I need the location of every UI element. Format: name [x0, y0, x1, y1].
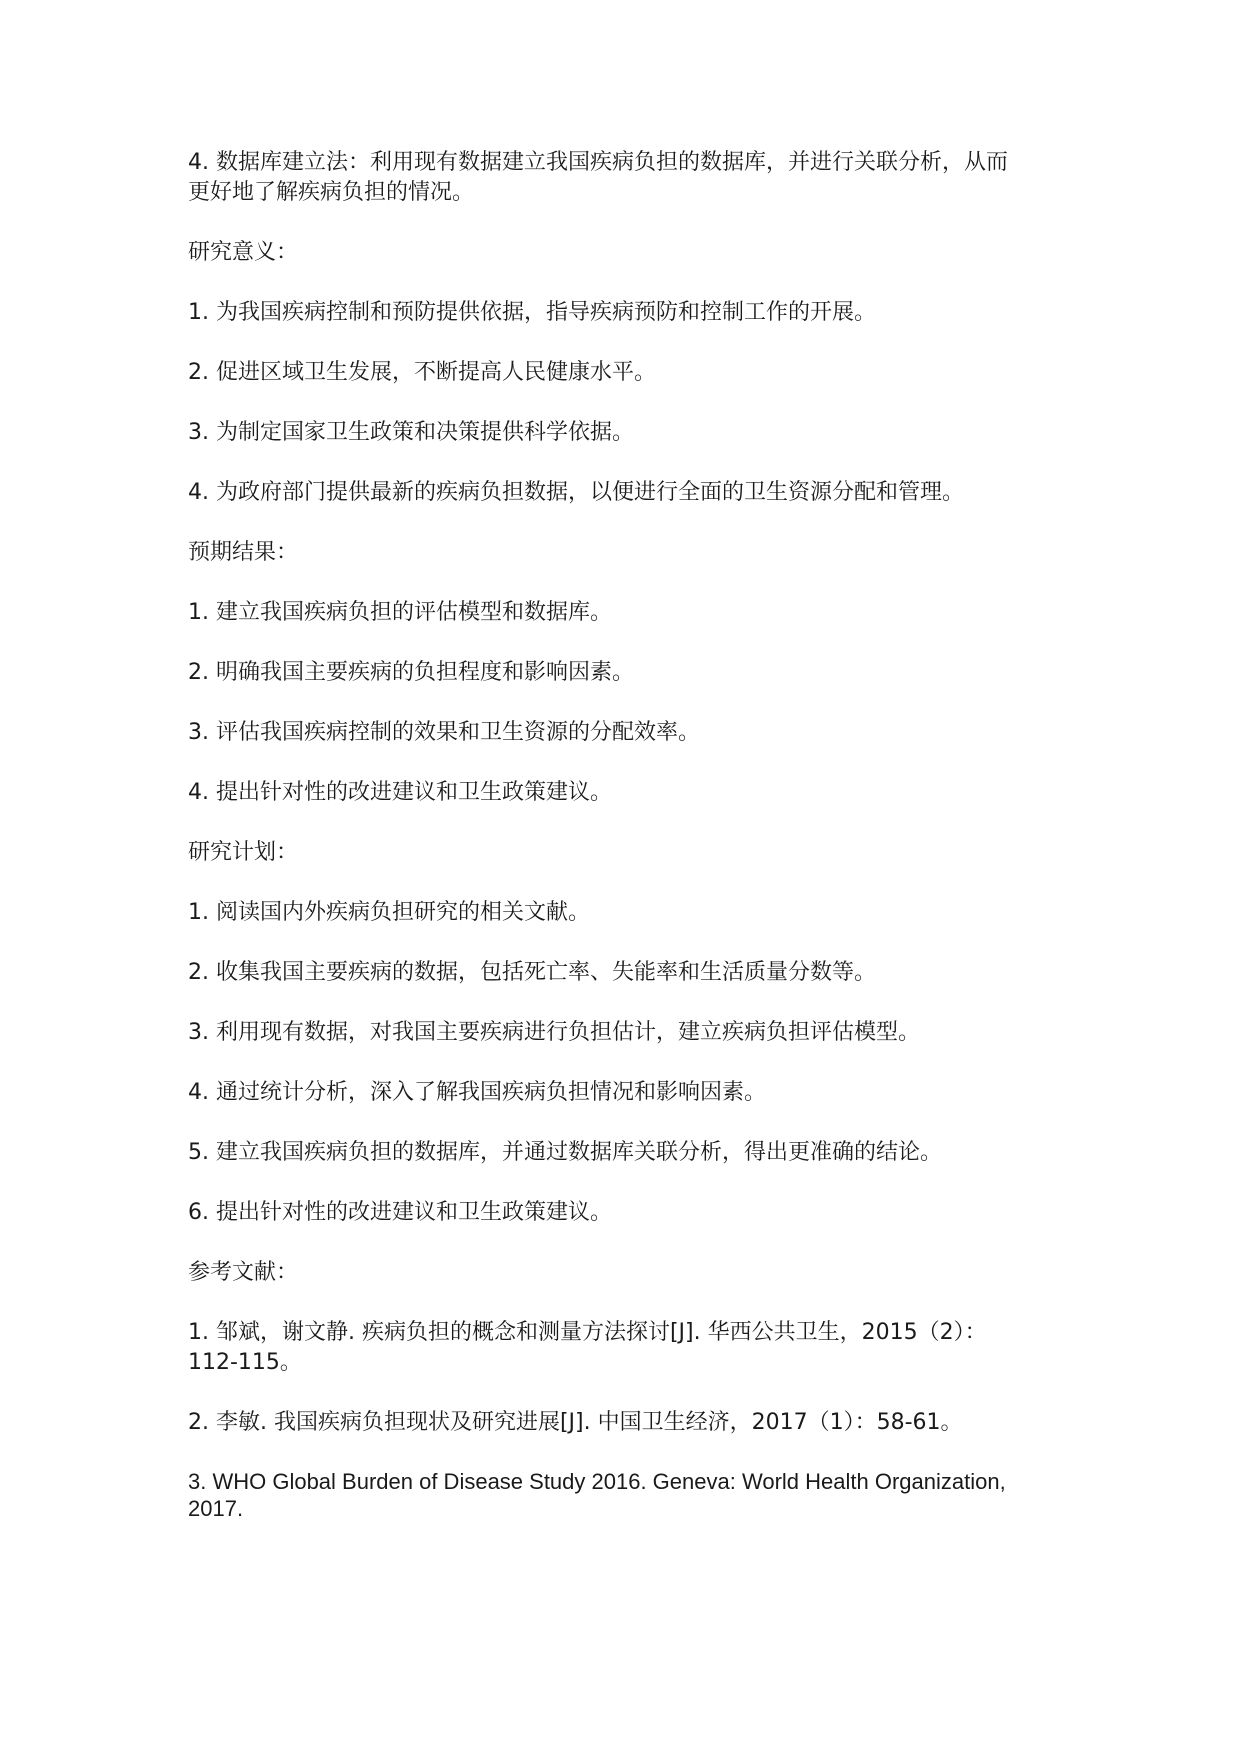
significance-item: 1. 为我国疾病控制和预防提供依据，指导疾病预防和控制工作的开展。	[188, 300, 876, 325]
reference-item-2: 2. 李敏. 我国疾病负担现状及研究进展[J]. 中国卫生经济，2017（1）：58-61。	[188, 1410, 963, 1435]
reference-item-1	[188, 1318, 1068, 1378]
method-item-4-line-2: 更好地了解疾病负担的情况。	[188, 180, 475, 205]
expected-result-item: 1. 建立我国疾病负担的评估模型和数据库。	[188, 600, 612, 625]
significance-item: 3. 为制定国家卫生政策和决策提供科学依据。	[188, 420, 634, 445]
significance-item: 4. 为政府部门提供最新的疾病负担数据，以便进行全面的卫生资源分配和管理。	[188, 480, 964, 505]
research-plan-item: 6. 提出针对性的改进建议和卫生政策建议。	[188, 1200, 612, 1225]
reference-3-line-2: 2017.	[188, 1496, 244, 1521]
significance-heading: 研究意义：	[188, 240, 299, 265]
expected-result-item: 4. 提出针对性的改进建议和卫生政策建议。	[188, 780, 612, 805]
significance-item: 2. 促进区域卫生发展，不断提高人民健康水平。	[188, 360, 656, 385]
reference-1-line-1: 1. 邹斌，谢文静. 疾病负担的概念和测量方法探讨[J]. 华西公共卫生，2015（2）：	[188, 1320, 987, 1345]
expected-result-item: 3. 评估我国疾病控制的效果和卫生资源的分配效率。	[188, 720, 700, 745]
expected-result-item: 2. 明确我国主要疾病的负担程度和影响因素。	[188, 660, 634, 685]
references-heading: 参考文献：	[188, 1260, 299, 1285]
method-item-4	[188, 148, 1068, 208]
reference-3-line-1: 3. WHO Global Burden of Disease Study 2016. Geneva: World Health Organization,	[188, 1469, 1006, 1494]
reference-item-3	[188, 1468, 1068, 1522]
research-plan-item: 3. 利用现有数据，对我国主要疾病进行负担估计，建立疾病负担评估模型。	[188, 1020, 920, 1045]
document-page	[188, 148, 1068, 1522]
research-plan-heading: 研究计划：	[188, 840, 299, 865]
expected-results-heading: 预期结果：	[188, 540, 299, 565]
research-plan-item: 5. 建立我国疾病负担的数据库，并通过数据库关联分析，得出更准确的结论。	[188, 1140, 942, 1165]
research-plan-item: 1. 阅读国内外疾病负担研究的相关文献。	[188, 900, 590, 925]
research-plan-item: 2. 收集我国主要疾病的数据，包括死亡率、失能率和生活质量分数等。	[188, 960, 876, 985]
research-plan-item: 4. 通过统计分析，深入了解我国疾病负担情况和影响因素。	[188, 1080, 766, 1105]
method-item-4-line-1: 4. 数据库建立法：利用现有数据建立我国疾病负担的数据库，并进行关联分析，从而	[188, 150, 1008, 175]
reference-1-line-2: 112-115。	[188, 1350, 302, 1375]
